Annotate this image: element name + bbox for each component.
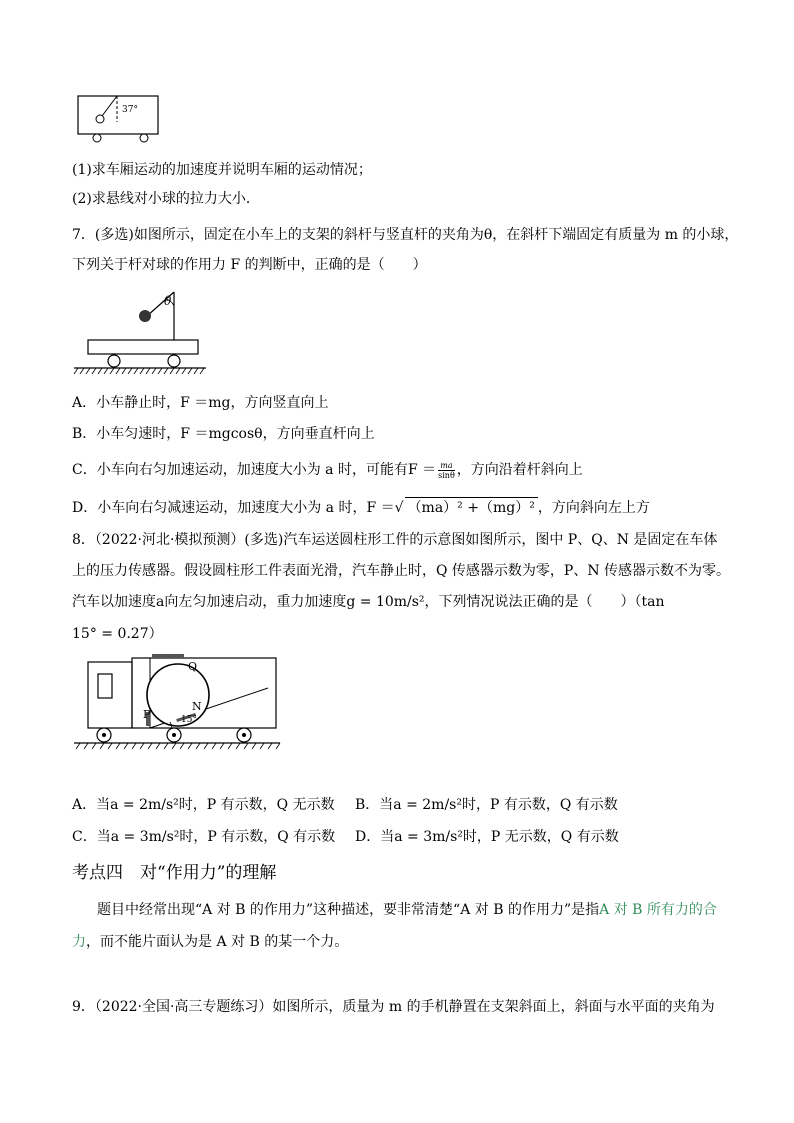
- sqrt-sign: √: [394, 500, 404, 516]
- section4-para-highlight-b: 力: [72, 934, 86, 950]
- q7-option-d-suffix: ，方向斜向左上方: [537, 500, 650, 516]
- q7-line2: 下列关于杆对球的作用力 F 的判断中，正确的是（ ）: [72, 257, 427, 273]
- figure-cart-bracket: [70, 282, 210, 378]
- q7-option-c: [72, 460, 583, 480]
- q6-sub2: (2)求悬线对小球的拉力大小．: [72, 191, 260, 207]
- section4-para-line1: [97, 900, 717, 920]
- figure3-label-q: Q: [188, 660, 198, 673]
- section4-para-line2: [72, 932, 348, 952]
- q8-line3: 汽车以加速度a向左匀加速启动，重力加速度g = 10m/s²，下列情况说法正确的是（ ）（tan: [72, 594, 665, 610]
- q7-option-d-prefix: D．小车向右匀减速运动，加速度大小为 a 时，F ＝: [72, 500, 395, 516]
- q6-sub1: (1)求车厢运动的加速度并说明车厢的运动情况；: [72, 162, 372, 178]
- q9-line1: 9．（2022·全国·高三专题练习）如图所示，质量为 m 的手机静置在支架斜面上，斜面与水平面的夹角为: [72, 999, 715, 1015]
- q8-line2: 上的压力传感器。假设圆柱形工件表面光滑，汽车静止时，Q 传感器示数为零，P、N 传感器示数不为零。: [72, 563, 731, 579]
- fraction-numerator: ma: [438, 461, 455, 471]
- section4-para-text-b: ，而不能片面认为是 A 对 B 的某一个力。: [86, 934, 349, 950]
- figure3-label-n: N: [192, 700, 202, 713]
- q7-option-d-sqrt: （ma）² +（mg）²: [405, 497, 538, 518]
- figure-truck-cylinder: [70, 652, 285, 754]
- q7-option-d: [72, 497, 650, 518]
- q7-line1: 7．(多选)如图所示，固定在小车上的支架的斜杆与竖直杆的夹角为θ，在斜杆下端固定有质量为 m 的小球，: [72, 227, 739, 243]
- figure3-label-angle: 15°: [181, 715, 197, 725]
- figure2-angle-label: θ: [164, 294, 172, 308]
- q8-option-b: B．当a = 2m/s²时，P 有示数，Q 有示数: [355, 797, 618, 813]
- section4-heading: 考点四 对“作用力”的理解: [72, 863, 277, 883]
- q8-option-d: D．当a = 3m/s²时，P 无示数，Q 有示数: [355, 829, 619, 845]
- q8-option-c: C．当a = 3m/s²时，P 有示数，Q 有示数: [72, 829, 336, 845]
- section4-para-highlight-a: A 对 B 所有力的合: [599, 902, 717, 918]
- q7-option-b: B．小车匀速时，F ＝mgcosθ，方向垂直杆向上: [72, 426, 375, 442]
- figure3-label-p: P: [143, 708, 151, 721]
- q8-line1: 8．（2022·河北·模拟预测）(多选)汽车运送圆柱形工件的示意图如图所示，图中 P、Q、N 是固定在车体: [72, 532, 718, 548]
- fraction-denominator: sinθ: [438, 470, 455, 480]
- q7-option-c-suffix: ，方向沿着杆斜向上: [456, 462, 583, 478]
- section4-para-text-a: 题目中经常出现“A 对 B 的作用力”这种描述，要非常清楚“A 对 B 的作用力”是指: [97, 902, 600, 918]
- q7-option-a: A．小车静止时，F ＝mg，方向竖直向上: [72, 395, 329, 411]
- q8-option-a: A．当a = 2m/s²时，P 有示数，Q 无示数: [72, 797, 335, 813]
- q7-option-c-prefix: C．小车向右匀加速运动，加速度大小为 a 时，可能有F ＝: [72, 462, 437, 478]
- figure-pendulum-car: [70, 92, 170, 144]
- figure1-angle-label: 37°: [122, 105, 138, 115]
- q7-option-c-fraction: [438, 461, 455, 480]
- q8-line4: 15° = 0.27）: [72, 626, 163, 642]
